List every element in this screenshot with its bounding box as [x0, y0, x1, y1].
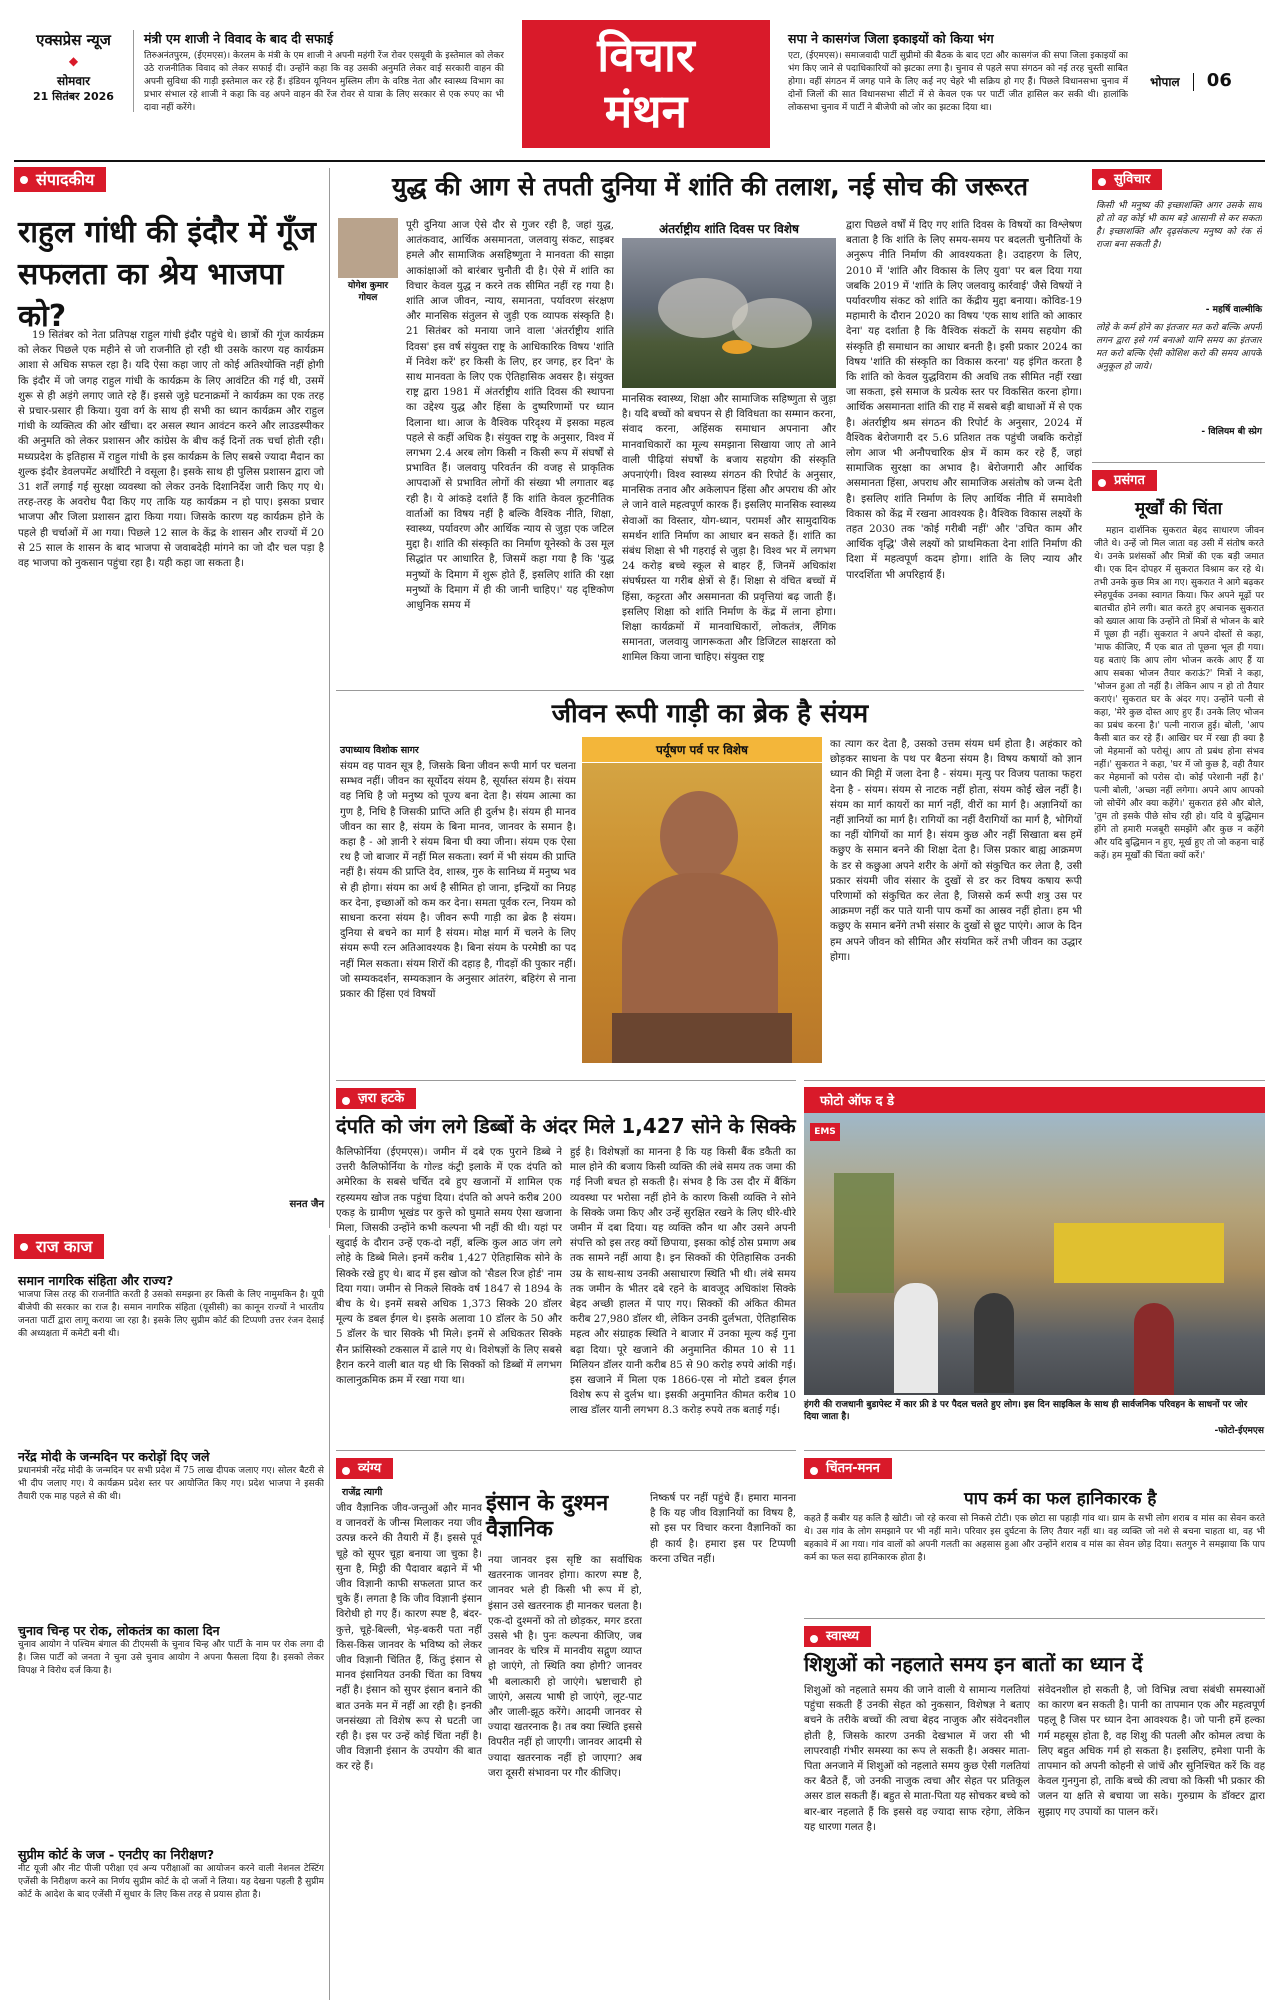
rajkaaj-item [18, 1847, 324, 1997]
masthead-right-story [788, 30, 1128, 130]
rajkaaj-item-title: समान नागरिक संहिता और राज्य? [18, 1273, 174, 1288]
vyangya-article [336, 1450, 796, 2000]
suvichar-author-2: - विलियम बी स्प्रेग [1201, 427, 1262, 437]
rajkaaj-item-title: सुप्रीम कोर्ट के जज - एनटीए का निरीक्षण? [18, 1847, 215, 1862]
health-section [804, 1618, 1265, 2000]
vyangya-col-3: निष्कर्ष पर नहीं पहुंचे हैं। हमारा मानना है कि यह जीव विज्ञानियों का विषय है, सो इस पर विचार करना वैज्ञानिकों का ही कार्य है। हमारा इस पर टिप्पणी करना उचित नहीं। [650, 1493, 796, 1565]
prasang-body: महान दार्शनिक सुकरात बेहद साधारण जीवन जीते थे। उन्हें जो मिल जाता वह उसी में संतोष करते थे। उनके प्रशंसकों और मित्रों की एक बड़ी जमात थी। एक दिन दोपहर में सुकरात विश्राम कर रहे थे। तभी उनके कुछ मित्र आ गए। सुकरात ने आगे बढ़कर स्नेहपूर्वक उनका स्वागत किया। फिर अपने मूढ़ों पर बातचीत होने लगी। बात करते हुए अचानक सुकरात को ख्याल आया कि उन्होंने तो मित्रों से भोजन के बारे में पूछा ही नहीं। सुकरात ने अपने दोस्तों से कहा, 'माफ कीजिए, मैं एक बात तो पूछना भूल ही गया। यह बताएं कि आप लोग भोजन करके आए हैं या आप सबका भोजन तैयार कराऊं?' मित्रों ने कहा, 'भोजन हुआ तो नहीं है। लेकिन आप न हो तो तैयार कराएं।' सुकरात घर के अंदर गए। उन्होंने पत्नी से कहा, 'मेरे कुछ दोस्त आए हुए हैं। उनके लिए भोजन का प्रबंध करना है।' पत्नी नाराज हुई। बोली, 'आप कैसी बात कर रहे हैं। आखिर घर में रखा ही क्या है जो मेहमानों को परोसूं। आप तो प्रबंध होना संभव नहीं।' सुकरात ने कहा, 'घर में जो कुछ है, वही तैयार कर मेहमानों को परोस दो। कोई परेशानी नहीं है।' पत्नी बोली, 'अच्छा नहीं लगेगा। अपने आप आपको जो सोचेंगे और क्या कहेंगे।' सुकरात हंसे और बोले, 'तुम तो इसके पीछे सोच रही हो। यदि ये बुद्धिमान होंगे तो हमारी मजबूरी समझेंगे और कुछ न कहेंगे और यदि बुद्धिमान न हुए, मूर्ख हुए तो जो कहना चाहें कहें। हम मूर्खों की चिंता क्यों करें।' [1094, 526, 1264, 861]
vyangya-col-2: नया जानवर इस सृष्टि का सर्वाधिक खतरनाक जानवर होगा। कारण स्पष्ट है, जानवर भले ही किसी भी रूप में हो, इंसान उसे खतरनाक ही मानकर चलता है। एक-दो दुश्मनों को तो छोड़कर, मगर डरता उससे भी है। पुनः कल्पना कीजिए, जब जानवर के चरित्र में मानवीय सद्गुण व्याप्त हो जाएंगे, तो स्थिति क्या होगी? जानवर भी बलात्कारी हो जाएंगे। भ्रष्टाचारी हो जाएंगे, असत्य भाषी हो जाएंगे, लूट-पाट और जाली-झूठ करेंगे। आदमी जानवर से ज्यादा खतरनाक है। तब क्या स्थिति इससे विपरीत नहीं हो जाएगी। जानवर आदमी से ज्यादा खतरनाक नहीं हो जाएगा? अब जरा दूसरी संभावना पर गौर कीजिए। [488, 1555, 642, 1779]
masthead [0, 0, 1279, 160]
vyangya-tag: व्यंग्य [336, 1458, 393, 1479]
ems-logo: EMS [810, 1123, 840, 1141]
lead-col-1: पूरी दुनिया आज ऐसे दौर से गुजर रही है, जहां युद्ध, आतंकवाद, आर्थिक असमानता, जलवायु संकट, साइबर हमले और सामाजिक असहिष्णुता ने मानवता की साझा आकांक्षाओं को बारंबार चुनौती दी है। ऐसे में शांति का विचार केवल युद्ध न करने तक सीमित नहीं रह गया है। शांति आज जीवन, न्याय, समानता, पर्यावरण संरक्षण और मानसिक संतुलन से जुड़ी एक व्यापक संस्कृति है। 21 सितंबर को मनाया जाने वाला 'अंतर्राष्ट्रीय शांति दिवस' इस वर्ष संयुक्त राष्ट्र के आधिकारिक विषय 'शांति में निवेश करें' हर किसी के लिए, हर जगह, हर दिन' के साथ मानवता के लिए एक ऐतिहासिक अवसर है। संयुक्त राष्ट्र द्वारा 1981 में अंतर्राष्ट्रीय शांति दिवस की स्थापना का उद्देश्य युद्ध और हिंसा के दुष्परिणामों पर ध्यान दिलाना था। आज के वैश्विक परिदृश्य में इसका महत्व पहले से कहीं अधिक है। संयुक्त राष्ट्र के अनुसार, विश्व में लगभग 2.4 अरब लोग किसी न किसी रूप में संघर्षों से प्रभावित हैं। जलवायु परिवर्तन की वजह से प्राकृतिक आपदाओं से प्रभावित लोगों की संख्या भी लगातार बढ़ रही है। ये आंकड़े दर्शाते हैं कि शांति केवल कूटनीतिक वार्ताओं का विषय नहीं है बल्कि वैश्विक नीति, शिक्षा, स्वास्थ्य, पर्यावरण और आर्थिक न्याय से जुड़ा एक जटिल मुद्दा है। शांति की संस्कृति का निर्माण यूनेस्को के उस मूल सिद्धांत पर आधारित है, जिसमें कहा गया है कि 'युद्ध मनुष्यों के दिमाग में शुरू होते हैं, इसलिए शांति की रक्षा मनुष्यों के दिमाग में ही की जानी चाहिए।' यह दृष्टिकोण आधुनिक समय में [406, 220, 614, 612]
sanyam-col-1: संयम वह पावन सूत्र है, जिसके बिना जीवन रूपी मार्ग पर चलना सम्भव नहीं। जीवन का सूर्योदय संयम है, सूर्यास्त संयम है। संयम वह निधि है जो मनुष्य को पूज्य बना देता है। संयम आत्मा का गुण है, निधि है जिसकी प्राप्ति अति ही दुर्लभ है। संयम ही मानव जीवन का सार है, संयम के बिना मानव, जानवर के समान है। कहा है - ओ ज्ञानी रे संयम बिना घी क्या जीना। संयम एक ऐसा रथ है जो बाजार में नहीं मिल सकता। स्वर्ग में भी संयम की प्राप्ति नहीं है। संयम की प्राप्ति देव, शास्त्र, गुरु के सानिध्य में मनुष्य भव से ही होगा। संयम का अर्थ है सीमित हो जाना, इन्द्रियों का निग्रह कर देना, इच्छाओं को कम कर देना। समता पूर्वक रत्न, नियम को साधना करना संयम है। जीवन रूपी गाड़ी का ब्रेक है संयम। दुनिया से बचने का मार्ग है संयम। मोक्ष मार्ग में चलने के लिए संयम रूपी रत्न अतिआवश्यक है। बिना संयम के परमेष्ठी का पद नहीं मिल सकता। संयम शिरों की दहाड़ है, गीदड़ों की पुकार नहीं। जो सम्यकदर्शन, सम्यकज्ञान के अनुसार आंतरंग, बहिरंग से नाना प्रकार की हिंसा एवं विषयों [340, 761, 576, 1001]
section-logo [522, 20, 770, 148]
lead-kicker: अंतर्राष्ट्रीय शांति दिवस पर विशेष [659, 222, 799, 236]
vyangya-headline: इंसान के दुश्मन वैज्ञानिक [486, 1491, 609, 1542]
logo-line-2: मंथन [604, 84, 688, 138]
rajkaaj-item-text: चुनाव आयोग ने पश्चिम बंगाल की टीएमसी के चुनाव चिन्ह और पार्टी के नाम पर रोक लगा दी है। जिस पार्टी को जनता ने चुना उसे चुनाव आयोग ने अपना फैसला दिया है। इसको लेकर विपक्ष ने विरोध दर्ज किया है। [18, 1640, 324, 1676]
editorial-headline: राहुल गांधी की इंदौर में गूँज सफलता का श्रेय भाजपा को? [18, 215, 317, 334]
rajkaaj-item-title: नरेंद्र मोदी के जन्मदिन पर करोड़ों दिए जले [18, 1449, 210, 1464]
logo-line-1: विचार [597, 28, 695, 82]
lead-col-2: मानसिक स्वास्थ्य, शिक्षा और सामाजिक सहिष्णुता से जुड़ा है। यदि बच्चों को बचपन से ही विविधता का सम्मान करना, संवाद करना, अहिंसक समाधान अपनाना और मानवाधिकारों का मूल्य समझाना सिखाया जाए तो आने वाली पीढ़ियां संघर्षों के बजाय सहयोग की संस्कृति अपनाएंगी। विश्व स्वास्थ्य संगठन की रिपोर्ट के अनुसार, मानसिक तनाव और अकेलापन हिंसा और अपराध की ओर ले जाने वाले महत्वपूर्ण कारक हैं। इसलिए मानसिक स्वास्थ्य सेवाओं का विस्तार, योग-ध्यान, परामर्श और सामुदायिक समर्थन शांति निर्माण का आधार बन सकते हैं। शांति का संबंध शिक्षा से भी गहराई से जुड़ा है। विश्व भर में लगभग 24 करोड़ बच्चे स्कूल से बाहर हैं, जिनमें अधिकांश संघर्षग्रस्त या गरीब क्षेत्रों से हैं। शिक्षा से वंचित बच्चों में हिंसा, कट्टरता और असमानता की प्रवृत्तियां बढ़ जाती हैं। इसलिए शिक्षा को शांति निर्माण के केंद्र में लाना होगा। शिक्षा कार्यक्रमों में मानवाधिकारों, लोकतंत्र, लैंगिक समानता, जलवायु जागरूकता और डिजिटल साक्षरता को शामिल किया जाना चाहिए। संयुक्त राष्ट्र [622, 394, 836, 664]
page-info [1150, 70, 1270, 100]
issue-date: 21 सितंबर 2026 [33, 90, 114, 103]
rajkaaj-item-title: चुनाव चिन्ह पर रोक, लोकतंत्र का काला दिन [18, 1623, 220, 1638]
brand-name: एक्सप्रेस न्यूज [36, 31, 111, 49]
rajkaaj-item-text: भाजपा जिस तरह की राजनीति करती है उसको समझना हर किसी के लिए नामुमकिन है। यूपी बीजेपी की सरकार का राज है। समान नागरिक संहिता (यूसीसी) का कानून राज्यों ने भारतीय जनता पार्टी द्वारा लागू कराया जा रहा है। इसके लिए सुप्रीम कोर्ट की टिप्पणी उत्तर रंजन देसाई की अध्यक्षता में कमेटी बनी थी। [18, 1290, 324, 1339]
rajkaaj-item [18, 1273, 324, 1443]
editorial-tag: संपादकीय [14, 167, 106, 192]
lead-article [336, 168, 1084, 678]
street-photo [804, 1113, 1265, 1395]
masthead-left-title: मंत्री एम शाजी ने विवाद के बाद दी सफाई [144, 31, 333, 46]
edition-city: भोपाल [1150, 75, 1180, 89]
masthead-left-story [144, 30, 504, 130]
chintan-tag: चिंतन-मनन [804, 1458, 892, 1479]
chintan-section [804, 1450, 1265, 1610]
coins-article [336, 1080, 796, 1440]
author-photo [338, 218, 398, 278]
photo-caption: हंगरी की राजधानी बुडापेस्ट में कार फ्री डे पर पैदल चलते हुए लोग। इस दिन साइकिल के साथ ही सार्वजनिक परिवहन के साधनों पर जोर दिया जाता है। [804, 1400, 1248, 1422]
suvichar-author-1: - महर्षि वाल्मीकि [1205, 305, 1262, 315]
lead-author: योगेश कुमार गोयल [347, 281, 389, 303]
coins-col-2: हुई है। विशेषज्ञों का मानना है कि यह किसी बैंक डकैती का माल होने की बजाय किसी व्यक्ति की लंबे समय तक जमा की गई निजी बचत हो सकती है। संभव है कि उस दौर में बैंकिंग व्यवस्था पर भरोसा नहीं होने के कारण किसी व्यक्ति ने सोने के सिक्के जमा किए और उन्हें सुरक्षित रखने के लिए धीरे-धीरे जमीन में दबा दिया। यह व्यक्ति कौन था और उसने अपनी संपत्ति को इस तरह क्यों छिपाया, इसका कोई ठोस प्रमाण अब तक सामने नहीं आया है। इन सिक्कों की ऐतिहासिक उनकी उम्र के साथ-साथ उनकी असाधारण स्थिति भी थी। लंबे समय तक जमीन के भीतर दबे रहने के बावजूद अधिकांश सिक्के बेहद अच्छी हालत में पाए गए। सिक्कों की अंकित कीमत करीब 27,980 डॉलर थी, लेकिन उनकी दुर्लभता, ऐतिहासिक महत्व और संग्राहक स्थिति ने बाजार में उनका मूल्य कई गुना बढ़ा दिया। पूरे खजाने की अनुमानित कीमत 10 से 11 मिलियन डॉलर यानी करीब 85 से 90 करोड़ रुपये आंकी गई। इस खजाने में मिला एक 1866-एस नो मोटो डबल ईगल विशेष रूप से दुर्लभ था। इसकी अनुमानित कीमत करीब 10 लाख डॉलर यानी लगभग 8.3 करोड़ रुपये तक बताई गई। [570, 1147, 796, 1417]
rajkaaj-item-text: नीट यूजी और नीट पीजी परीक्षा एवं अन्य परीक्षाओं का आयोजन करने वाली नेशनल टेस्टिंग एजेंसी के निरीक्षण करने का निर्णय सुप्रीम कोर्ट के दो जजों ने लिया। यह देखना पहली है सुप्रीम कोर्ट के आदेश के बाद एजेंसी में सुधार के लिए किस तरह से प्रयास होता है। [18, 1864, 324, 1900]
prasang-section [1092, 462, 1265, 1070]
health-col-1: शिशुओं को नहलाते समय की जाने वाली ये सामान्य गलतियां पहुंचा सकती हैं उनकी सेहत को नुकसान, विशेषज्ञ ने बताए बचने के तरीके बच्चों की त्वचा बेहद नाजुक और संवेदनशील होती है, जिसके कारण उनकी देखभाल में जरा सी भी लापरवाही गंभीर समस्या का रूप ले सकती है। अक्सर माता-पिता अनजाने में शिशुओं को नहलाते समय कुछ ऐसी गलतियां कर बैठते हैं, जो उनकी नाजुक त्वचा और सेहत पर प्रतिकूल असर डाल सकती हैं। बहुत से माता-पिता यह सोचकर बच्चे को बार-बार नहलाते हैं कि इससे वह ज्यादा साफ रहेगा, लेकिन यह धारणा गलत है। [804, 1685, 1030, 1833]
rajkaaj-item [18, 1449, 324, 1617]
sanyam-kicker: पर्यूषण पर्व पर विशेष [582, 737, 822, 762]
photo-of-day [804, 1080, 1265, 1440]
prasang-headline: मूर्खों की चिंता [1134, 499, 1223, 519]
smoke-photo [622, 238, 836, 388]
health-col-2: संवेदनशील हो सकती है, जो विभिन्न त्वचा संबंधी समस्याओं का कारण बन सकती है। पानी का तापमान एक और महत्वपूर्ण पहलू है जिस पर ध्यान देना आवश्यक है। जो पानी हमें हल्का गर्म महसूस होता है, वह शिशु की पतली और कोमल त्वचा के लिए बहुत अधिक गर्म हो सकता है। इसलिए, हमेशा पानी के तापमान को अपनी कोहनी से जांचें और सुनिश्चित करें कि वह केवल गुनगुना हो, ताकि बच्चे की त्वचा को किसी भी प्रकार की जलन या क्षति से बचाया जा सके। गुरुग्राम के डॉक्टर द्वारा सुझाए गए उपायों का पालन करें। [1038, 1685, 1265, 1818]
lead-headline: युद्ध की आग से तपती दुनिया में शांति की तलाश, नई सोच की जरूरत [391, 172, 1029, 201]
sanyam-headline: जीवन रूपी गाड़ी का ब्रेक है संयम [551, 699, 869, 729]
coins-col-1: कैलिफोर्निया (ईएमएस)। जमीन में दबे एक पुराने डिब्बे ने उत्तरी कैलिफोर्निया के गोल्ड कंट्री इलाके में एक दंपति को अमेरिका के सबसे चर्चित दबे हुए खजानों में शामिल एक रहस्यमय खोज तक पहुंचा दिया। दंपति को अपने करीब 200 एकड़ के ग्रामीण भूखंड पर कुत्ते को घुमाते समय ऐसा खजाना मिला, जिसकी उन्होंने कभी कल्पना भी नहीं की थी। यहां पर खुदाई के दौरान उन्हें एक-दो नहीं, बल्कि कुल आठ जंग लगे लोहे के डिब्बे मिले। इनमें करीब 1,427 ऐतिहासिक सोने के सिक्के रखे हुए थे। बाद में इस खोज को 'सैडल रिज होर्ड' नाम दिया गया। जमीन से निकले सिक्के वर्ष 1847 से 1894 के बीच के थे। इनमें सबसे अधिक 1,373 सिक्के 20 डॉलर मूल्य के डबल ईगल थे। इसके अलावा 10 डॉलर के 50 और 5 डॉलर के चार सिक्के भी मिले। इनमें से अधिकतर सिक्के सैन फ्रांसिस्को टकसाल में ढाले गए थे। विशेषज्ञों के लिए सबसे हैरान करने वाली बात यह थी कि सिक्कों को डिब्बों में लगभग कालानुक्रमिक क्रम में रखा गया था। [336, 1147, 562, 1387]
sanyam-col-2: का त्याग कर देता है, उसको उत्तम संयम धर्म होता है। अहंकार को छोड़कर साधना के पथ पर बैठना संयम है। विषय कषायों को ज्ञान ध्यान की मिट्टी में जला देना है - संयम। मृत्यु पर विजय पताका फहरा देना है - संयम। संयम से नाटक नहीं होता, संयम कोई खेल नहीं है। संयम का मार्ग कायरों का मार्ग नहीं, वीरों का मार्ग है। अज्ञानियों का नहीं ज्ञानियों का मार्ग है। रागियों का नहीं वैरागियों का मार्ग है, भोगियों का नहीं योगियों का मार्ग है। संयम कुछ और नहीं सिखाता बस हमें कछुए के समान बनने की शिक्षा देता है। जिस प्रकार बाह्य आक्रमण के डर से कछुआ अपने शरीर के अंगों को संकुचित कर लेता है, उसी प्रकार संयमी जीव संसार के दुखों से डर कर विषय कषाय रूपी परिणामों को संकुचित कर लेता है, जिससे कर्म रूपी शत्रु उस पर आक्रमण नहीं कर पाते यानी पाप कर्मों का आस्रव नहीं होता। हम भी कछुए के समान बनेंगे तभी संसार के दुखों से छूट पाएंगे। आज के दिन हम अपने जीवन को सीमित और संयमित करें तभी जीवन का उद्धार होगा। [830, 739, 1082, 963]
chintan-body: कहते हैं कबीर यह कलि है खोटी। जो रहे करवा सो निकसे टोटी। एक छोटा सा पहाड़ी गांव था। ग्राम के सभी लोग शराब व मांस का सेवन करते थे। उस गांव के लोग समझाने पर भी नहीं माने। परिवार इस दुर्घटना के लिए तैयार नहीं था। वह व्यक्ति जो नशे से बचना चाहता था, वह भी बहकावे में आ गया। गांव वालों को अपनी गलती का अहसास हुआ और उन्होंने शराब व मांस का सेवन छोड़ दिया। सतगुरु ने समझाया कि पाप कर्म का फल सदा हानिकारक होता है। [804, 1514, 1265, 1563]
rajkaaj-item [18, 1623, 324, 1841]
issue-day: सोमवार [56, 74, 91, 88]
health-tag: स्वास्थ्य [804, 1626, 871, 1647]
editorial-author: सनत जैन [289, 1199, 324, 1210]
suvichar-tag: सुविचार [1092, 169, 1162, 190]
sanyam-article [336, 690, 1084, 1070]
rajkaaj-section [14, 1235, 330, 2000]
page-number: 06 [1206, 70, 1232, 91]
editorial-section [14, 168, 330, 1228]
coins-headline: दंपति को जंग लगे डिब्बों के अंदर मिले 1,427 सोने के सिक्के [336, 1114, 796, 1138]
masthead-right-text: एटा, (ईएमएस)। समाजवादी पार्टी सुप्रीमो की बैठक के बाद एटा और कासगंज की सपा जिला इकाइयों का भंग किए जाने से पदाधिकारियों को झटका लगा है। चुनाव से पहले सपा संगठन को नई तरह चुस्ती साबित होगा। वहीं संगठन में जगह पाने के लिए कई नए चेहरे भी सक्रिय हो गए हैं। पिछले विधानसभा चुनाव में दोनों जिलों की सात विधानसभा सीटों में से केवल एक पर पार्टी जीत हासिल कर सकी थी। हालांकि लोकसभा चुनाव में पार्टी ने बीजेपी को जोर का झटका दिया था। [788, 51, 1128, 113]
health-headline: शिशुओं को नहलाते समय इन बातों का ध्यान दें [804, 1652, 1143, 1676]
monk-photo [582, 763, 822, 1063]
vyangya-author: राजेंद्र त्यागी [342, 1487, 383, 1498]
lead-col-3: द्वारा पिछले वर्षों में दिए गए शांति दिवस के विषयों का विश्लेषण बताता है कि शांति के लिए समय-समय पर बदलती चुनौतियों के अनुरूप नीति निर्माण की आवश्यकता है। उदाहरण के लिए, 2010 में 'शांति और विकास के लिए युवा' पर बल दिया गया जबकि 2019 में 'शांति के लिए जलवायु कार्रवाई' जैसे विषयों ने पर्यावरणीय संकट को शांति का केंद्रीय मुद्दा बनाया। कोविड-19 महामारी के दौरान 2020 का विषय 'एक साथ शांति को आकार देना' यह दर्शाता है कि वैश्विक संकटों के समय सहयोग की संस्कृति ही समाधान का आधार बनती है। इसी प्रकार 2024 का विषय 'शांति की संस्कृति का विकास करना' यह इंगित करता है कि शांति को केवल युद्धविराम की अवधि तक सीमित नहीं रखा जा सकता, इसे समाज के प्रत्येक स्तर पर विकसित करना होगा। आर्थिक असमानता शांति की राह में सबसे बड़ी बाधाओं में से एक है। अंतर्राष्ट्रीय श्रम संगठन की रिपोर्ट के अनुसार, 2024 में वैश्विक बेरोजगारी दर 5.6 प्रतिशत तक पहुंची जबकि करोड़ों लोग आज भी अनौपचारिक क्षेत्र में काम कर रहे हैं, जहां सामाजिक सुरक्षा का अभाव है। बेरोजगारी और आर्थिक असमानता हिंसा, अपराध और सामाजिक असंतोष को जन्म देती है। इसलिए शांति निर्माण के लिए आर्थिक नीति में समावेशी विकास को केंद्र में रखना आवश्यक है। वैश्विक विकास लक्ष्यों के तहत 2030 तक 'कोई गरीबी नहीं' और 'उचित काम और आर्थिक वृद्धि' जैसे लक्ष्यों को प्राथमिकता देना शांति निर्माण की दिशा में महत्वपूर्ण कदम होगा। शांति के लिए न्याय और पारदर्शिता भी अपरिहार्य हैं। [846, 220, 1082, 581]
rajkaaj-tag: राज काज [14, 1234, 104, 1259]
coins-tag: ज़रा हटके [336, 1088, 416, 1109]
editorial-body: 19 सितंबर को नेता प्रतिपक्ष राहुल गांधी इंदौर पहुंचे थे। छात्रों की गूंज कार्यक्रम को लेकर पिछले एक महीने से जो राजनीति हो रही थी उसके कारण यह कार्यक्रम आशा से अधिक सफल रहा है। यदि ऐसा कहा जाए तो कोई अतिश्योक्ति नहीं होगी कि इंदौर में जो जगह राहुल गांधी के कार्यक्रम के लिए आवंटित की गई थी, उसमें शुरू से ही अड़ंगे लगाए जाते रहे हैं। इससे जुड़े घटनाक्रमों ने कार्यक्रम का एक तरह से प्रचार-प्रसार ही किया। युवा वर्ग के साथ ही सभी का ध्यान कार्यक्रम और राहुल गांधी के व्यक्तित्व की ओर खींचा। दर असल स्थान आवंटन करने और लाउडस्पीकर की अनुमति को लेकर प्रशासन और कांग्रेस के बीच कई दिनों तक चर्चा होती रही। मध्यप्रदेश के इतिहास में राहुल गांधी के इस कार्यक्रम के लिए सबसे ज्यादा मैदान का शुल्क इंदौर डेवलपमेंट अथॉरिटी ने वसूला है। इसके साथ ही पुलिस प्रशासन द्वारा जो 31 शर्तें लगाई गई सुरक्षा व्यवस्था को लेकर उनके दिशानिर्देश जारी किए गए थे। तरह-तरह के अवरोध पैदा किए गए ताकि यह कार्यक्रम न हो पाए। इसका प्रचार भाजपा और जिला प्रशासन द्वारा किया गया। जिसके कारण यह कार्यक्रम होने के पहले ही चर्चाओं में आ गया। पिछले 12 साल के केंद्र के शासन और राज्यों में 20 से 25 साल के शासन के बाद भाजपा से जवाबदेही मांगने का जो दौर चल पड़ा है वह भाजपा को नुकसान पहुंचा रहा है। यही कहा जा सकता है। [18, 330, 324, 570]
rajkaaj-item-text: प्रधानमंत्री नरेंद्र मोदी के जन्मदिन पर सभी प्रदेश में 75 लाख दीपक जलाए गए। सोलर बैटरी से भी दीप जलाए गए। ये कार्यक्रम प्रदेश स्तर पर आयोजित किए गए। प्रदेश भाजपा ने इसकी तैयारी एक माह पहले से की थी। [18, 1466, 324, 1502]
masthead-right-title: सपा ने कासगंज जिला इकाइयों को किया भंग [788, 31, 994, 46]
suvichar-quote-2: लोहे के कर्म होने का इंतजार मत करो बल्कि अपनी लगन द्वारा इसे गर्म बनाओ यानि समय का इंतजार मत करो बल्कि ऐसी कोशिश करो की समय आपके अनुकूल हो जाये। [1096, 323, 1262, 372]
chintan-headline: पाप कर्म का फल हानिकारक है [964, 1489, 1157, 1509]
suvichar-section [1092, 168, 1265, 458]
vyangya-col-1: जीव वैज्ञानिक जीव-जन्तुओं और मानव व जानवरों के जीन्स मिलाकर नया जीव उत्पन्न करने की तैयारी में हैं। इससे पूर्व चूहे को सूपर चूहा बनाया जा चुका है। सुना है, मिट्ठी की पैदावार बढ़ाने में भी जीव विज्ञानी काफी सफलता प्राप्त कर चुके हैं। लगता है कि जीव विज्ञानी इंसान विरोधी हो गए हैं। कारण स्पष्ट है, बंदर-कुत्ते, चूहे-बिल्ली, भेड़-बकरी पता नहीं किस-किस जानवर के भविष्य को लेकर जीव विज्ञानी चिंतित हैं, किंतु इंसान से मानव इंसानियत उनकी चिंता का विषय नहीं है। इंसान को सुपर इंसान बनाने की बात उनके मन में नहीं आ रही है। इनकी जनसंख्या तो विशेष रूप से घटती जा रही है। इस पर उन्हें कोई चिंता नहीं है। जीव विज्ञानी इंसान के उपयोग की बात कर रहे हैं। [336, 1503, 482, 1773]
photo-tag: फोटो ऑफ द डे [804, 1087, 1265, 1113]
suvichar-quote-1: किसी भी मनुष्य की इच्छाशक्ति अगर उसके साथ हो तो वह कोई भी काम बड़े आसानी से कर सकता है। इच्छाशक्ति और दृढ़संकल्प मनुष्य को रंक से राजा बना सकती है। [1096, 201, 1262, 250]
prasang-tag: प्रसंगत [1092, 470, 1157, 491]
brand-box [14, 30, 134, 112]
brand-diamond-icon: ◆ [68, 54, 79, 68]
photo-credit: -फोटो-ईएमएस [1214, 1426, 1264, 1436]
sanyam-author: उपाध्याय विशोक सागर [340, 745, 419, 756]
masthead-left-text: तिरुअनंतपुरम, (ईएमएस)। केरलम के मंत्री के एम शाजी ने अपनी महंगी रेंज रोवर एसयूवी के इस्तेमाल को लेकर उठे राजनीतिक विवाद को लेकर सफाई दी। उन्होंने कहा कि वह उसकी अनुमति लेकर वाई सरकारी वाहन की अपनी सुविधा की गाड़ी इस्तेमाल कर रहे हैं। इंडियन यूनियन मुस्लिम लीग के वरिष्ठ नेता और स्वास्थ्य विभाग का प्रभार संभाल रहे शाजी ने कहा कि वह अपने वाहन की रेंज रोवर से यात्रा के लिए सरकार से एक रुपए का भी दावा नहीं करेंगे। [144, 51, 504, 113]
